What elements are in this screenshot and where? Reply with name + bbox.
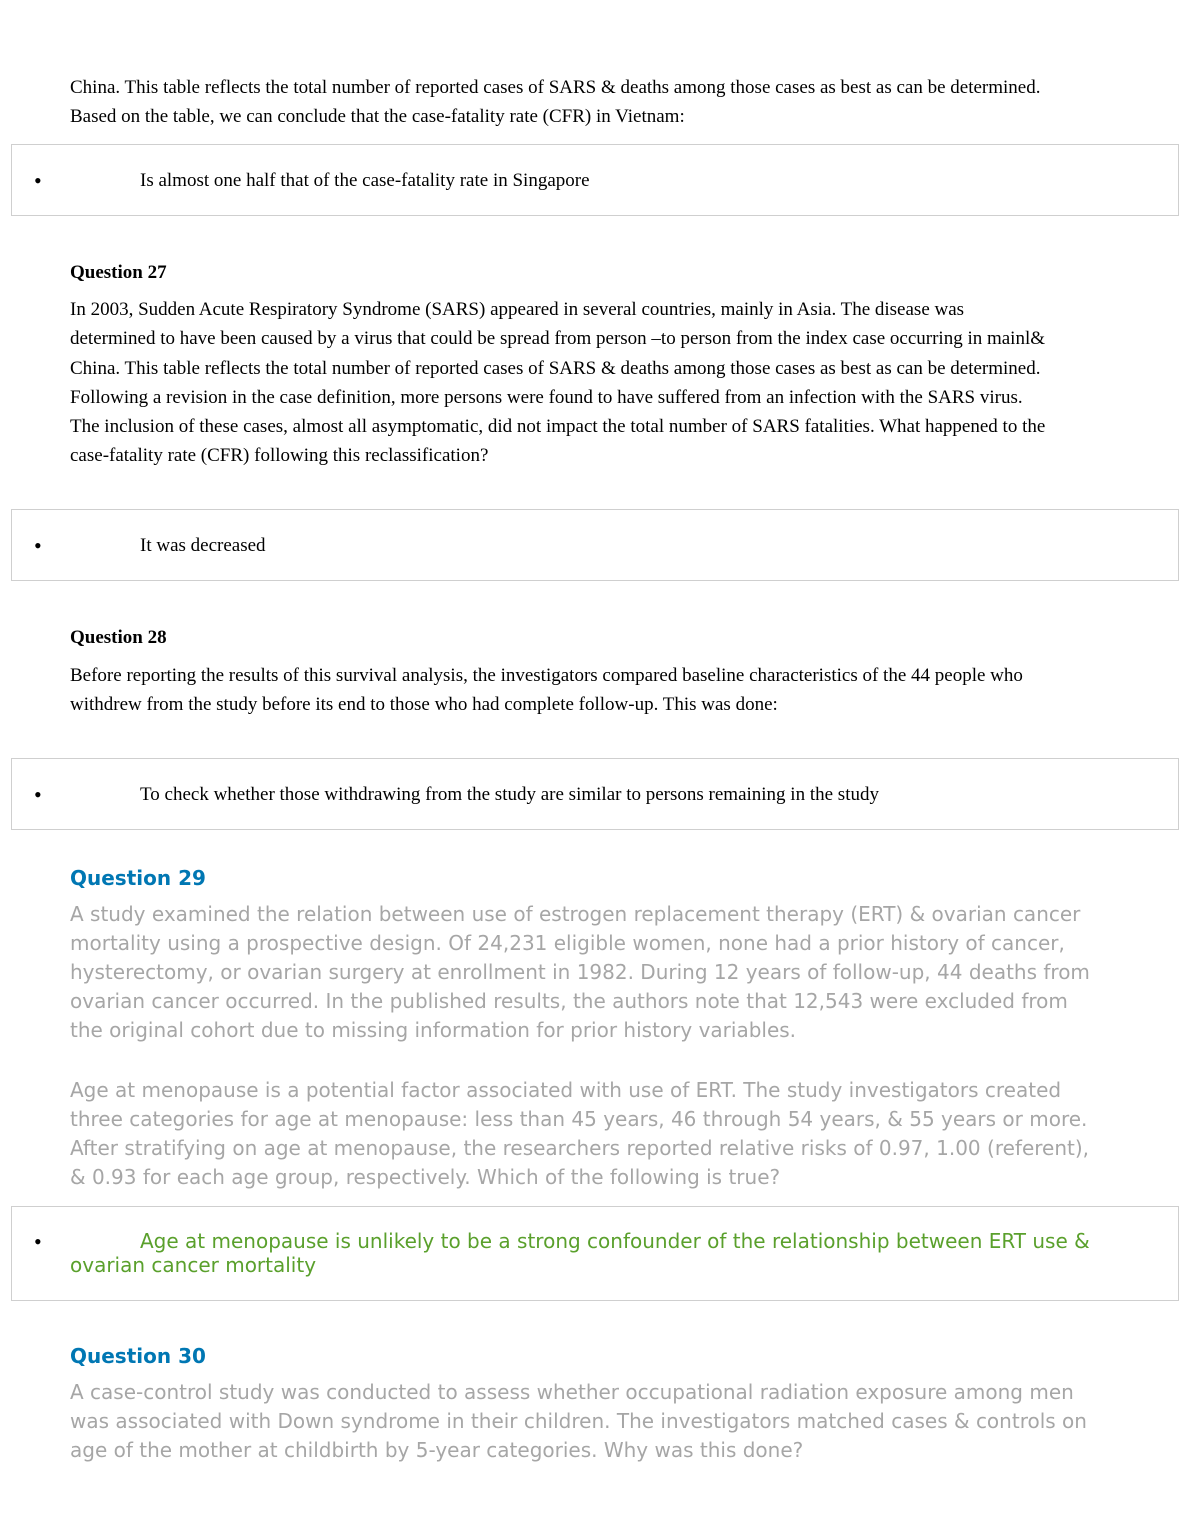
question-29-heading: Question 29 xyxy=(70,866,206,890)
question-30-heading: Question 30 xyxy=(70,1344,206,1368)
text-line: mortality using a prospective design. Of 24,231 eligible women, none had a prior history of cancer, xyxy=(70,931,1065,955)
question-28-text xyxy=(70,661,1130,720)
question-29-text xyxy=(70,900,1130,1192)
text-line: After stratifying on age at menopause, the researchers reported relative risks of 0.97, 1.00 (referent), xyxy=(70,1136,1090,1160)
bullet-icon: • xyxy=(34,782,42,807)
text-line: A study examined the relation between use of estrogen replacement therapy (ERT) & ovarian cancer xyxy=(70,902,1081,926)
answer-line: ovarian cancer mortality xyxy=(70,1253,317,1277)
text-line: withdrew from the study before its end to those who had complete follow-up. This was done: xyxy=(70,694,778,716)
answer-text-29 xyxy=(70,1229,1130,1277)
answer-text-28: To check whether those withdrawing from the study are similar to persons remaining in the study xyxy=(140,784,879,805)
question-28-heading: Question 28 xyxy=(70,627,167,648)
question-26-text-continued xyxy=(70,73,1130,132)
answer-box-29[interactable] xyxy=(11,1206,1179,1301)
text-line: ovarian cancer occurred. In the published results, the authors note that 12,543 were excluded from xyxy=(70,989,1068,1013)
question-27-heading: Question 27 xyxy=(70,262,167,283)
text-line: Age at menopause is a potential factor associated with use of ERT. The study investigators created xyxy=(70,1078,1062,1102)
bullet-icon: • xyxy=(34,168,42,193)
answer-box-26[interactable] xyxy=(11,144,1179,216)
bullet-icon: • xyxy=(34,533,42,558)
answer-line: Age at menopause is unlikely to be a strong confounder of the relationship between ERT use & xyxy=(140,1229,1090,1253)
answer-box-27[interactable] xyxy=(11,509,1179,581)
text-line: three categories for age at menopause: less than 45 years, 46 through 54 years, & 55 years or more. xyxy=(70,1107,1088,1131)
text-line: Following a revision in the case definition, more persons were found to have suffered from an infection with the SARS virus. xyxy=(70,386,1023,408)
text-line: In 2003, Sudden Acute Respiratory Syndrome (SARS) appeared in several countries, mainly in Asia. The disease was xyxy=(70,299,965,320)
text-line: the original cohort due to missing information for prior history variables. xyxy=(70,1018,797,1042)
text-line: China. This table reflects the total number of reported cases of SARS & deaths among those cases as best as can be determined. xyxy=(70,357,1041,379)
text-line: was associated with Down syndrome in their children. The investigators matched cases & controls on xyxy=(70,1409,1087,1433)
question-30-text xyxy=(70,1378,1130,1465)
paragraph-spacer xyxy=(70,1045,1130,1076)
bullet-icon: • xyxy=(34,1229,42,1254)
text-line: The inclusion of these cases, almost all asymptomatic, did not impact the total number of SARS fatalities. What happened to the xyxy=(70,416,1046,438)
text-line: China. This table reflects the total number of reported cases of SARS & deaths among those cases as best as can be determined. xyxy=(70,77,1041,98)
text-line: & 0.93 for each age group, respectively. Which of the following is true? xyxy=(70,1165,781,1189)
text-line: age of the mother at childbirth by 5-year categories. Why was this done? xyxy=(70,1438,804,1462)
text-line: Before reporting the results of this survival analysis, the investigators compared baseline characteristics of the 44 people who xyxy=(70,665,1023,686)
text-line: Based on the table, we can conclude that the case-fatality rate (CFR) in Vietnam: xyxy=(70,106,685,128)
text-line: case-fatality rate (CFR) following this reclassification? xyxy=(70,445,489,467)
text-line: hysterectomy, or ovarian surgery at enrollment in 1982. During 12 years of follow-up, 44 deaths from xyxy=(70,960,1090,984)
answer-box-28[interactable] xyxy=(11,758,1179,830)
text-line: determined to have been caused by a virus that could be spread from person –to person from the index case occurring in mainl& xyxy=(70,328,1046,350)
question-27-text xyxy=(70,295,1130,471)
text-line: A case-control study was conducted to assess whether occupational radiation exposure among men xyxy=(70,1380,1074,1404)
answer-text-26: Is almost one half that of the case-fatality rate in Singapore xyxy=(140,170,590,191)
answer-text-27: It was decreased xyxy=(140,535,266,556)
